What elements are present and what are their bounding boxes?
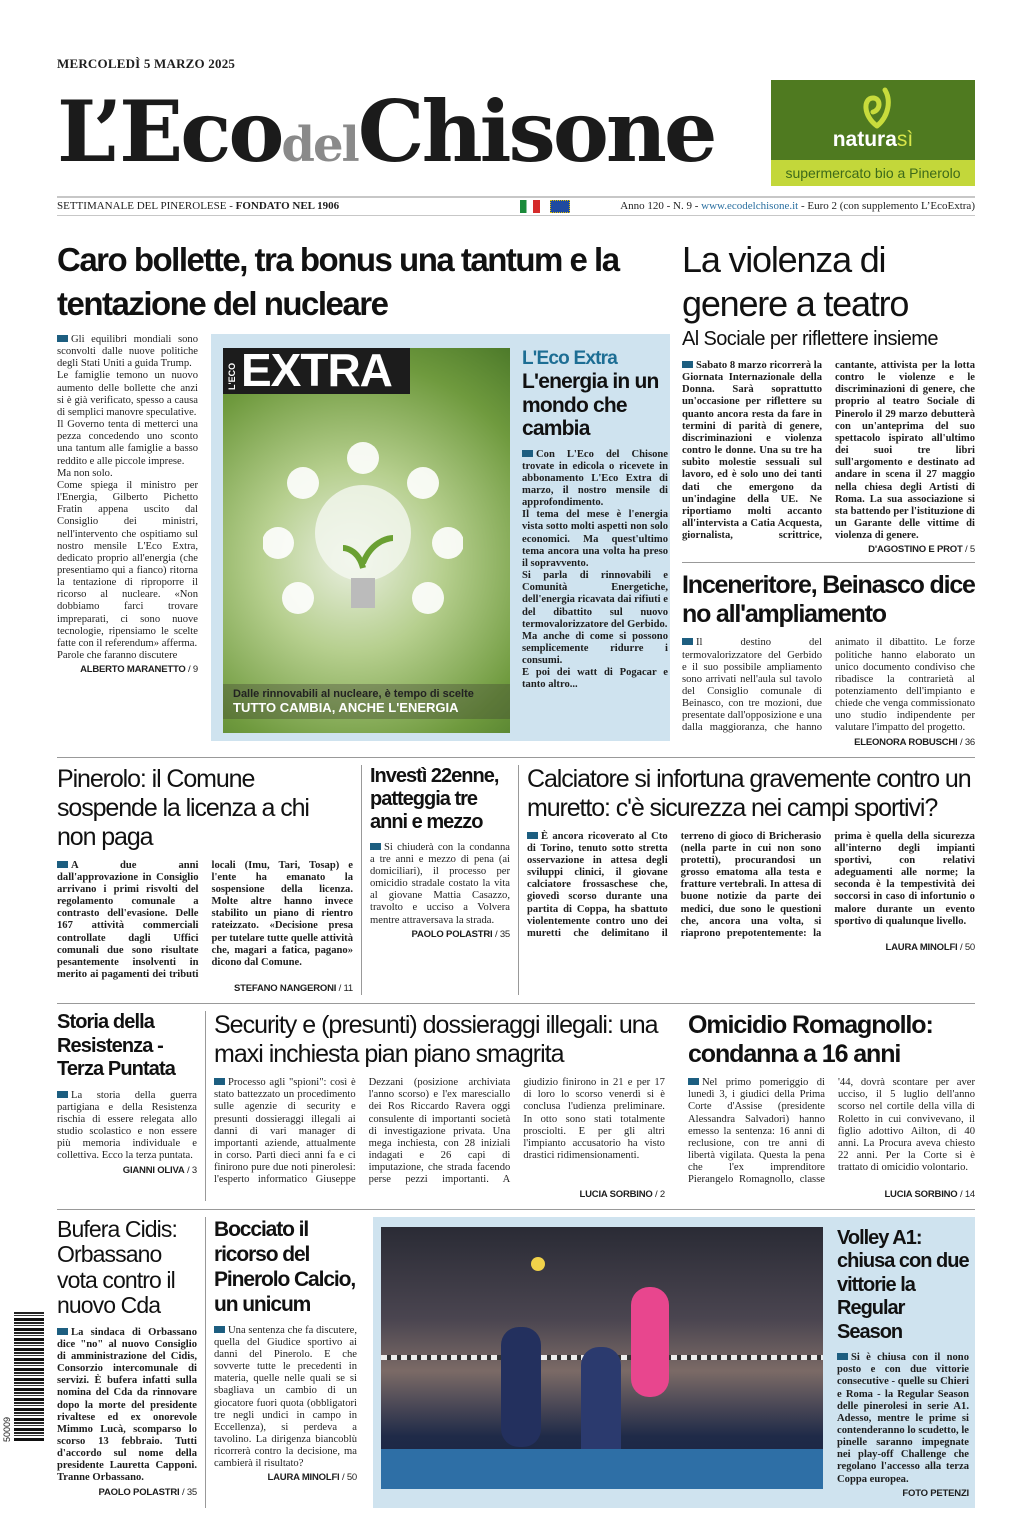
right-column (670, 238, 975, 749)
volley-photo[interactable] (381, 1227, 823, 1489)
paragraph: Si è chiusa con il nono posto e con due vittorie consecutive - quelle su Chieri e Roma - la Regular Season delle pinerolesi in serie A1. Adesso, mentre le prime si contenderanno lo scudetto, le pinelle saranno impegnate nei play-off Challenge che regolano l'accesso alla terza Coppa europea. (837, 1352, 969, 1485)
volley-box (373, 1217, 975, 1508)
pinerolo-byline: STEFANO NANGERONI / 11 (234, 983, 353, 995)
lead-byline: ALBERTO MARANETTO / 9 (80, 664, 198, 676)
security-headline[interactable]: Security e (presunti) dossieraggi illegali: una maxi inchiesta pian piano smagrita (214, 1011, 658, 1069)
paragraph: Sabato 8 marzo ricorrerà la Giornata Internazionale della Donna. Sarà soprattutto un'occasione per riflettere su quanto ancora resta da fare in termini di parità di genere, discriminazioni e violenza contro le donne. Una su tre ha subìto molestie sessuali sul lavoro, ed è solo uno dei tanti dati che emergono da un'indagine della UE. Ne riportiamo molti accanto all'intervista a Catia Acquesta, giornalista, scrittrice, cantante, attivista per la lotta contro le violenze e le discriminazioni di genere, che proprio al teatro Sociale di Pinerolo il 29 marzo debutterà con un'anteprima del suo spettacolo ispirato all'ultimo dei suoi tre libri sull'argomento e destinato ad andare in scena il 27 maggio nella chiesa degli Artisti di Roma. La sua associazione si sta battendo per l'istituzione di un Garante delle vittime di violenza di genere. (682, 360, 975, 542)
barcode-number: 50009 (2, 1416, 12, 1442)
inceneritore-body (682, 637, 975, 734)
cover-spine: L'ECO (227, 362, 237, 390)
pinerolo-body (57, 860, 353, 982)
bocciato-byline: LAURA MINOLFI / 50 (267, 1472, 357, 1484)
naturasi-leaf-icon (859, 86, 895, 130)
storia-headline[interactable]: Storia della Resistenza - Terza Puntata (57, 1011, 175, 1081)
bufera-body (57, 1327, 197, 1485)
investi-headline[interactable]: Investì 22enne, patteggia tre anni e mezzo (370, 764, 499, 833)
omicidio-body (688, 1077, 975, 1186)
strap-tagline: SETTIMANALE DEL PINEROLESE - (57, 200, 236, 212)
section-row-2 (57, 757, 975, 1004)
volley-cell (365, 1217, 975, 1508)
paragraph: La sindaca di Orbassano dice "no" al nuovo Consiglio di amministrazione del Cidis, Consorzio intercomunale di servizi. È bufera infatti sulla nomina del Cda da rinnovare dopo la morte del presidente rivaltese ed ex onorevole Mimmo Lucà, scomparso lo scorso 13 febbraio. Tutti d'accordo sul nome della presidente Lauretta Capponi. Tranne Orbassano. (57, 1326, 197, 1484)
ad-brand: naturasì (832, 128, 914, 151)
section-row-4 (57, 1209, 975, 1516)
strap-founded: FONDATO NEL 1906 (235, 200, 340, 212)
pinerolo-headline[interactable]: Pinerolo: il Comune sospende la licenza a chi non paga (57, 764, 309, 851)
extra-text (522, 348, 668, 692)
paragraph: Processo agli "spioni": così è stato battezzato un procedimento sulle agenzie di security e presunti dossieraggi illegali ai danni di vari manager di importanti aziende, attualmente in corso. Partì dieci anni fa e ci finirono pure due noti pinerolesi: l'esperto informatico Giuseppe Dezzani (posizione archiviata l'anno scorso) e l'ex maresciallo dei Ros Riccardo Ravera oggi consulente di importanti società di investigazione privata. Una mega inchiesta, con 28 iniziali indagati e 26 capi di imputazione, che strada facendo perse pezzi importanti. A giudizio finirono in 21 e per 17 di loro lo scorso venerdì si è conclusa l'udienza preliminare. In otto sono stati totalmente prosciolti. E per gli altri l'impianto accusatorio ha visto drastici ridimensionamenti. (214, 1077, 665, 1186)
italy-flag-icon (520, 200, 540, 213)
security-body (214, 1077, 665, 1186)
calciatore-article (518, 765, 975, 996)
paragraph: Nel primo pomeriggio di lunedì 3, i giudici della Prima Corte d'Assise (presidente Alessandra Salvadori) hanno emesso la sentenza: 16 anni di reclusione, con tre anni di libertà vigilata. Questa la pena che l'ex imprenditore Pierangelo Romagnollo, classe '44, dovrà scontare per aver ucciso, il 5 luglio dell'anno scorso nel cortile della villa di Roletto in cui convivevano, il figlio adottivo Ailton, di 40 anni. La Procura aveva chiesto 22 anni. Per la Corte si è trattato di omicidio volontario. (688, 1077, 975, 1186)
paragraph: Con L'Eco del Chisone trovate in edicola o ricevete in abbonamento L'Eco Extra di marzo, il nostro mensile di approfondimento. (522, 448, 668, 509)
extra-kicker: L'Eco Extra (522, 348, 617, 369)
paragraph: A due anni dall'approvazione in Consiglio arrivano i primi risvolti del regolamento comunale a contrasto dell'evasione. Delle 167 attività commerciali controllate dagli Uffici comunali due sono risultate pesantemente insolventi in merito ai pagamenti dei tributi locali (Imu, Tari, Tosap) e l'ente ha emanato la sospensione della licenza. Molte altre hanno invece stabilito un piano di rientro rateizzato. «Decisione presa per tutelare tutte quelle attività che, magari a fatica, pagano» dicono dal Comune. (57, 859, 353, 980)
eu-flag-icon (550, 200, 570, 213)
ad-tagline: supermercato bio a Pinerolo (771, 160, 975, 186)
lead-article (57, 334, 198, 741)
paragraph: Il destino del termovalorizzatore del Gerbido e il suo possibile ampliamento sono arrivati nell'aula sul tavolo del Consiglio comunale di Beinasco, con tre mozioni, due presentate dall'opposizione e una dalla maggioranza, che hanno animato il dibattito. Le forze politiche hanno elaborato un unico documento condiviso che ribadisce la contrarietà al potenziamento dell'impianto e chiede che venga commissionato uno studio indipendente per valutare l'impatto del progetto. (682, 637, 975, 734)
volley-text (837, 1227, 969, 1500)
calciatore-headline[interactable]: Calciatore si infortuna gravemente contro un muretto: c'è sicurezza nei campi sportivi? (527, 764, 971, 822)
paragraph: Ma non solo. (57, 467, 113, 479)
paragraph: Si chiuderà con la condanna a tre anni e mezzo di pena (ai domiciliari), il processo per omicidio stradale costato la vita al giovane Mattia Casazzo, travolto e ucciso a Volvera mentre attraversava la strada. (370, 841, 510, 926)
paragraph: Parole che faranno discutere (57, 650, 178, 662)
divider (682, 562, 975, 563)
lead-area (57, 238, 670, 749)
naturasi-ad[interactable] (771, 80, 975, 186)
paragraph: Si parla di rinnovabili e Comunità Energetiche, dell'energia ricavata dai rifiuti e del dibattito sul nuovo termovalorizzatore del Gerbido. (522, 570, 668, 630)
masthead-leco: L’Eco (57, 82, 282, 181)
storia-body (57, 1090, 197, 1163)
cover-title: EXTRA (241, 348, 392, 396)
volley-body (837, 1352, 969, 1486)
security-byline: LUCIA SORBINO / 2 (579, 1188, 665, 1200)
omicidio-byline: LUCIA SORBINO / 14 (884, 1188, 975, 1200)
bufera-headline[interactable]: Bufera Cidis: Orbassano vota contro il nuovo Cda (57, 1215, 177, 1319)
bocciato-headline[interactable]: Bocciato il ricorso del Pinerolo Calcio, un unicum (214, 1217, 356, 1316)
security-article (205, 1011, 680, 1200)
inceneritore-byline: ELEONORA ROBUSCHI / 36 (854, 736, 975, 748)
investi-article (361, 765, 518, 996)
section-top (57, 238, 975, 757)
extra-headline[interactable]: L'energia in un mondo che cambia (522, 370, 659, 440)
investi-body (370, 842, 510, 927)
violenza-body (682, 360, 975, 542)
lead-body (57, 334, 198, 662)
violenza-byline: D'AGOSTINO E PROT / 5 (868, 544, 975, 556)
paragraph: Le famiglie temono un nuovo aumento delle bollette che anzi si è già verificato, spesso a causa di semplici manovre speculative. (57, 370, 198, 418)
paragraph: Il tema del mese è l'energia vista sotto molti aspetti non solo economici. Ma quest'ultimo tema ancora una volta ha preso il sopravvento. (522, 509, 668, 569)
bocciato-body (214, 1325, 357, 1471)
masthead-chisone: Chisone (357, 82, 715, 181)
front-page (57, 0, 975, 1516)
header-strap (57, 196, 975, 216)
strap-left (57, 199, 339, 214)
paragraph: Una sentenza che fa discutere, quella del Giudice sportivo ai danni del Pinerolo. E che sovverte tutte le precedenti in materia, quelle nelle quali se si sbagliava un cambio di un giocatore fuori quota (obbligatori tre negli undici in campo in Eccellenza), si perdeva a tavolino. La dirigenza biancoblù ricorrerà contro la decisione, ma cambierà il risultato? (214, 1324, 357, 1470)
investi-byline: PAOLO POLASTRI / 35 (411, 928, 510, 940)
storia-article (57, 1011, 205, 1200)
violenza-headline[interactable]: La violenza di genere a teatro (682, 239, 909, 324)
masthead-logo (57, 74, 757, 181)
issue-date: MERCOLEDÌ 5 MARZO 2025 (57, 56, 236, 71)
website-link[interactable]: www.ecodelchisone.it (701, 200, 799, 212)
section-row-3 (57, 1003, 975, 1208)
bufera-article (57, 1217, 205, 1508)
volley-headline[interactable]: Volley A1: chiusa con due vittorie la Regular Season (837, 1226, 969, 1343)
lead-headline[interactable]: Caro bollette, tra bonus una tantum e la tentazione del nucleare (57, 241, 619, 322)
omicidio-headline[interactable]: Omicidio Romagnollo: condanna a 16 anni (688, 1011, 933, 1069)
cover-subtitle: Dalle rinnovabili al nucleare, è tempo di scelte (233, 688, 474, 700)
bocciato-article (205, 1217, 365, 1508)
lead-grid (57, 334, 668, 741)
paragraph: È ancora ricoverato al Cto di Torino, tenuto sotto stretta osservazione in attesa degli sviluppi clinici, il giovane calciatore frossaschese che, giovedì scorso durante una partita di Coppa, ha sbattuto violentemente contro uno dei muretti che delimitano il terreno di gioco di Bricherasio (nella parte in cui non sono protetti), procurandosi un grosso ematoma alla testa e fratture vertebrali. In attesa di buone notizie da parte dei medici, due sono le questioni che, ancora una volta, si riaprono prepotentemente: la prima è quella della sicurezza all'interno degli impianti sportivi, con relativi adeguamenti alle norme; la seconda è la tempestività dei soccorsi in caso di infortunio o malore durante un evento sportivo di qualunque livello. (527, 830, 975, 939)
cover-main-title: TUTTO CAMBIA, ANCHE L'ENERGIA (233, 700, 459, 715)
extra-promo-box (211, 334, 670, 741)
paragraph: Il Governo tenta di metterci una pezza concedendo uno sconto una tantum alle famiglie a basso reddito e alle piccole imprese. (57, 419, 198, 467)
masthead-del: del (281, 117, 358, 173)
pinerolo-article (57, 765, 361, 996)
calciatore-byline: LAURA MINOLFI / 50 (885, 942, 975, 953)
flags (520, 200, 570, 213)
paragraph: Gli equilibri mondiali sono sconvolti dalle nuove politiche degli Stati Uniti a guida Trump. (57, 334, 198, 370)
bufera-byline: PAOLO POLASTRI / 35 (98, 1486, 197, 1498)
barcode (14, 1312, 44, 1442)
inceneritore-headline[interactable]: Inceneritore, Beinasco dice no all'ampliamento (682, 571, 975, 629)
strap-issue-info: Anno 120 - N. 9 - www.ecodelchisone.it - Euro 2 (con supplemento L’EcoExtra) (620, 200, 975, 212)
barcode-area (2, 1312, 44, 1442)
photo-credit: FOTO PETENZI (902, 1487, 969, 1499)
lightbulb-icon (263, 438, 463, 638)
calciatore-body (527, 831, 975, 940)
paragraph: La storia della guerra partigiana e della Resistenza rischia di essere relegata allo studio scolastico e non essere più memoria individuale e collettiva. Ecco la terza puntata. (57, 1089, 197, 1162)
omicidio-article (680, 1011, 975, 1200)
paragraph: Ma anche di come si possono semplicemente ridurre i consumi. (522, 630, 668, 667)
paragraph: E poi dei watt di Pogacar e tanto altro... (522, 667, 668, 691)
masthead-row (57, 74, 975, 196)
violenza-subtitle: Al Sociale per riflettere insieme (682, 328, 938, 350)
extra-cover-image[interactable] (223, 348, 510, 733)
paragraph: Come spiega il ministro per l'Energia, Gilberto Pichetto Fratin appena uscito dal Consiglio dei ministri, nell'intervento che ospitiamo sul nostro mensile L'Eco Extra, dedicato proprio all'energia (che presentiamo qui a fianco) ritorna la tentazione di riproporre il ricorso al nucleare. «Non dobbiamo farci trovare impreparati, ci sono nuove tecnologie, ripensiamo le scelte fatte con il referendum» afferma. (57, 479, 198, 649)
extra-body (522, 449, 668, 692)
storia-byline: GIANNI OLIVA / 3 (122, 1164, 197, 1176)
